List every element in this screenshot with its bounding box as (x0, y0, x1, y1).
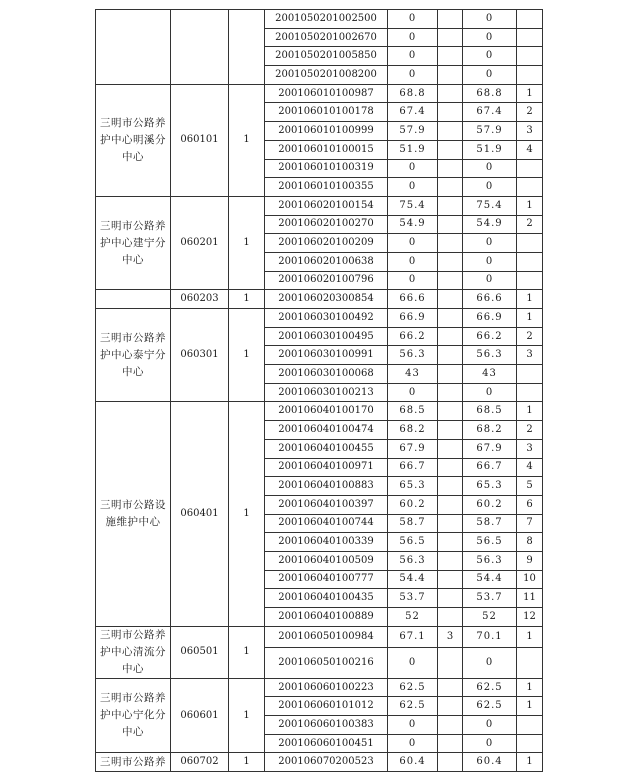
ticket-number-cell: 200106020100638 (265, 252, 388, 271)
bonus-points-cell (438, 327, 463, 346)
hire-count-cell: 1 (229, 753, 265, 772)
written-score-cell: 54.9 (388, 215, 438, 234)
bonus-points-cell (438, 47, 463, 66)
rank-cell: 12 (517, 608, 543, 627)
table-row (96, 309, 543, 328)
hire-count-cell (229, 10, 265, 85)
ticket-number-cell: 200106030100991 (265, 346, 388, 365)
bonus-points-cell (438, 514, 463, 533)
total-score-cell: 75.4 (463, 196, 517, 215)
written-score-cell: 56.3 (388, 551, 438, 570)
rank-cell (517, 365, 543, 384)
ticket-number-cell: 200106040100435 (265, 589, 388, 608)
rank-cell: 4 (517, 458, 543, 477)
ticket-number-cell: 2001050201002670 (265, 28, 388, 47)
ticket-number-cell: 200106070200523 (265, 753, 388, 772)
total-score-cell: 67.9 (463, 439, 517, 458)
ticket-number-cell: 200106060100223 (265, 678, 388, 697)
table-row (96, 10, 543, 29)
total-score-cell: 0 (463, 734, 517, 753)
table-row (96, 626, 543, 647)
total-score-cell: 0 (463, 252, 517, 271)
rank-cell (517, 716, 543, 735)
bonus-points-cell (438, 346, 463, 365)
ticket-number-cell: 200106010100987 (265, 84, 388, 103)
total-score-cell: 67.4 (463, 103, 517, 122)
bonus-points-cell (438, 439, 463, 458)
total-score-cell: 0 (463, 66, 517, 85)
written-score-cell: 68.5 (388, 402, 438, 421)
rank-cell (517, 383, 543, 402)
ticket-number-cell: 200106030100213 (265, 383, 388, 402)
rank-cell (517, 178, 543, 197)
rank-cell (517, 647, 543, 678)
written-score-cell: 0 (388, 383, 438, 402)
rank-cell: 7 (517, 514, 543, 533)
unit-cell: 三明市公路养护中心明溪分中心 (96, 84, 171, 196)
written-score-cell: 54.4 (388, 570, 438, 589)
unit-cell (96, 10, 171, 85)
bonus-points-cell (438, 140, 463, 159)
bonus-points-cell (438, 215, 463, 234)
written-score-cell: 0 (388, 271, 438, 290)
written-score-cell: 51.9 (388, 140, 438, 159)
bonus-points-cell (438, 421, 463, 440)
bonus-points-cell (438, 10, 463, 29)
table-body (96, 10, 543, 772)
table-row (96, 290, 543, 309)
total-score-cell: 52 (463, 608, 517, 627)
ticket-number-cell: 200106040100509 (265, 551, 388, 570)
bonus-points-cell (438, 196, 463, 215)
written-score-cell: 52 (388, 608, 438, 627)
rank-cell (517, 252, 543, 271)
bonus-points-cell (438, 402, 463, 421)
written-score-cell: 62.5 (388, 678, 438, 697)
rank-cell: 11 (517, 589, 543, 608)
ticket-number-cell: 200106040100971 (265, 458, 388, 477)
ticket-number-cell: 200106040100170 (265, 402, 388, 421)
ticket-number-cell: 200106030100068 (265, 365, 388, 384)
written-score-cell: 0 (388, 10, 438, 29)
position-code-cell: 060501 (171, 626, 229, 678)
table-row (96, 678, 543, 697)
rank-cell: 1 (517, 626, 543, 647)
unit-cell (96, 290, 171, 309)
total-score-cell: 0 (463, 10, 517, 29)
bonus-points-cell (438, 309, 463, 328)
bonus-points-cell (438, 122, 463, 141)
bonus-points-cell (438, 551, 463, 570)
written-score-cell: 67.1 (388, 626, 438, 647)
total-score-cell: 53.7 (463, 589, 517, 608)
bonus-points-cell (438, 365, 463, 384)
rank-cell: 6 (517, 495, 543, 514)
position-code-cell: 060203 (171, 290, 229, 309)
bonus-points-cell (438, 290, 463, 309)
total-score-cell: 57.9 (463, 122, 517, 141)
total-score-cell: 0 (463, 47, 517, 66)
ticket-number-cell: 200106050100984 (265, 626, 388, 647)
total-score-cell: 56.5 (463, 533, 517, 552)
written-score-cell: 75.4 (388, 196, 438, 215)
ticket-number-cell: 200106040100474 (265, 421, 388, 440)
total-score-cell: 65.3 (463, 477, 517, 496)
rank-cell: 9 (517, 551, 543, 570)
bonus-points-cell (438, 734, 463, 753)
ticket-number-cell: 2001050201002500 (265, 10, 388, 29)
written-score-cell: 0 (388, 28, 438, 47)
bonus-points-cell (438, 697, 463, 716)
ticket-number-cell: 200106040100455 (265, 439, 388, 458)
ticket-number-cell: 2001050201008200 (265, 66, 388, 85)
written-score-cell: 67.4 (388, 103, 438, 122)
ticket-number-cell: 200106040100777 (265, 570, 388, 589)
written-score-cell: 56.5 (388, 533, 438, 552)
ticket-number-cell: 200106060100383 (265, 716, 388, 735)
total-score-cell: 56.3 (463, 551, 517, 570)
total-score-cell: 66.9 (463, 309, 517, 328)
bonus-points-cell (438, 178, 463, 197)
written-score-cell: 0 (388, 716, 438, 735)
bonus-points-cell (438, 84, 463, 103)
ticket-number-cell: 2001050201005850 (265, 47, 388, 66)
written-score-cell: 0 (388, 647, 438, 678)
written-score-cell: 66.6 (388, 290, 438, 309)
written-score-cell: 66.7 (388, 458, 438, 477)
rank-cell: 10 (517, 570, 543, 589)
bonus-points-cell (438, 28, 463, 47)
written-score-cell: 66.9 (388, 309, 438, 328)
total-score-cell: 54.9 (463, 215, 517, 234)
total-score-cell: 68.2 (463, 421, 517, 440)
written-score-cell: 0 (388, 178, 438, 197)
unit-cell: 三明市公路设施维护中心 (96, 402, 171, 626)
ticket-number-cell: 200106060100451 (265, 734, 388, 753)
ticket-number-cell: 200106060101012 (265, 697, 388, 716)
total-score-cell: 58.7 (463, 514, 517, 533)
position-code-cell: 060101 (171, 84, 229, 196)
total-score-cell: 0 (463, 234, 517, 253)
bonus-points-cell (438, 477, 463, 496)
exam-results-table (95, 9, 543, 772)
written-score-cell: 43 (388, 365, 438, 384)
bonus-points-cell (438, 234, 463, 253)
position-code-cell (171, 10, 229, 85)
total-score-cell: 60.2 (463, 495, 517, 514)
bonus-points-cell (438, 589, 463, 608)
position-code-cell: 060201 (171, 196, 229, 289)
ticket-number-cell: 200106020100270 (265, 215, 388, 234)
position-code-cell: 060401 (171, 402, 229, 626)
written-score-cell: 68.2 (388, 421, 438, 440)
total-score-cell: 62.5 (463, 678, 517, 697)
total-score-cell: 54.4 (463, 570, 517, 589)
hire-count-cell: 1 (229, 309, 265, 402)
rank-cell: 2 (517, 421, 543, 440)
rank-cell: 8 (517, 533, 543, 552)
ticket-number-cell: 200106040100889 (265, 608, 388, 627)
rank-cell (517, 159, 543, 178)
written-score-cell: 57.9 (388, 122, 438, 141)
written-score-cell: 53.7 (388, 589, 438, 608)
ticket-number-cell: 200106010100178 (265, 103, 388, 122)
total-score-cell: 51.9 (463, 140, 517, 159)
ticket-number-cell: 200106020100796 (265, 271, 388, 290)
written-score-cell: 0 (388, 734, 438, 753)
unit-cell: 三明市公路养护中心宁化分中心 (96, 678, 171, 753)
bonus-points-cell (438, 533, 463, 552)
total-score-cell: 70.1 (463, 626, 517, 647)
ticket-number-cell: 200106010100355 (265, 178, 388, 197)
rank-cell: 1 (517, 678, 543, 697)
rank-cell: 4 (517, 140, 543, 159)
ticket-number-cell: 200106040100339 (265, 533, 388, 552)
rank-cell: 2 (517, 215, 543, 234)
position-code-cell: 060601 (171, 678, 229, 753)
ticket-number-cell: 200106020100209 (265, 234, 388, 253)
rank-cell (517, 66, 543, 85)
rank-cell: 1 (517, 697, 543, 716)
rank-cell (517, 10, 543, 29)
bonus-points-cell: 3 (438, 626, 463, 647)
total-score-cell: 66.7 (463, 458, 517, 477)
total-score-cell: 0 (463, 159, 517, 178)
written-score-cell: 0 (388, 234, 438, 253)
rank-cell (517, 47, 543, 66)
written-score-cell: 0 (388, 47, 438, 66)
hire-count-cell: 1 (229, 196, 265, 289)
bonus-points-cell (438, 608, 463, 627)
ticket-number-cell: 200106040100744 (265, 514, 388, 533)
table-row (96, 402, 543, 421)
written-score-cell: 62.5 (388, 697, 438, 716)
ticket-number-cell: 200106010100015 (265, 140, 388, 159)
ticket-number-cell: 200106030100492 (265, 309, 388, 328)
written-score-cell: 65.3 (388, 477, 438, 496)
total-score-cell: 68.5 (463, 402, 517, 421)
bonus-points-cell (438, 647, 463, 678)
hire-count-cell: 1 (229, 678, 265, 753)
rank-cell (517, 234, 543, 253)
written-score-cell: 56.3 (388, 346, 438, 365)
bonus-points-cell (438, 252, 463, 271)
total-score-cell: 66.6 (463, 290, 517, 309)
rank-cell: 1 (517, 753, 543, 772)
total-score-cell: 66.2 (463, 327, 517, 346)
hire-count-cell: 1 (229, 84, 265, 196)
rank-cell: 1 (517, 84, 543, 103)
written-score-cell: 60.2 (388, 495, 438, 514)
written-score-cell: 0 (388, 252, 438, 271)
rank-cell: 3 (517, 346, 543, 365)
ticket-number-cell: 200106010100319 (265, 159, 388, 178)
ticket-number-cell: 200106010100999 (265, 122, 388, 141)
position-code-cell: 060301 (171, 309, 229, 402)
table-row (96, 84, 543, 103)
bonus-points-cell (438, 458, 463, 477)
total-score-cell: 56.3 (463, 346, 517, 365)
bonus-points-cell (438, 753, 463, 772)
written-score-cell: 0 (388, 159, 438, 178)
bonus-points-cell (438, 383, 463, 402)
written-score-cell: 60.4 (388, 753, 438, 772)
ticket-number-cell: 200106050100216 (265, 647, 388, 678)
ticket-number-cell: 200106040100883 (265, 477, 388, 496)
written-score-cell: 0 (388, 66, 438, 85)
total-score-cell: 43 (463, 365, 517, 384)
bonus-points-cell (438, 495, 463, 514)
written-score-cell: 58.7 (388, 514, 438, 533)
position-code-cell: 060702 (171, 753, 229, 772)
unit-cell: 三明市公路养护中心泰宁分中心 (96, 309, 171, 402)
rank-cell (517, 734, 543, 753)
bonus-points-cell (438, 66, 463, 85)
hire-count-cell: 1 (229, 626, 265, 678)
total-score-cell: 0 (463, 271, 517, 290)
written-score-cell: 67.9 (388, 439, 438, 458)
written-score-cell: 68.8 (388, 84, 438, 103)
table-row (96, 196, 543, 215)
unit-cell: 三明市公路养护中心清流分中心 (96, 626, 171, 678)
unit-cell: 三明市公路养护中心建宁分中心 (96, 196, 171, 289)
ticket-number-cell: 200106030100495 (265, 327, 388, 346)
rank-cell (517, 28, 543, 47)
rank-cell (517, 271, 543, 290)
rank-cell: 3 (517, 122, 543, 141)
rank-cell: 1 (517, 402, 543, 421)
total-score-cell: 0 (463, 647, 517, 678)
bonus-points-cell (438, 570, 463, 589)
total-score-cell: 68.8 (463, 84, 517, 103)
bonus-points-cell (438, 271, 463, 290)
rank-cell: 2 (517, 327, 543, 346)
ticket-number-cell: 200106020100154 (265, 196, 388, 215)
total-score-cell: 0 (463, 178, 517, 197)
ticket-number-cell: 200106040100397 (265, 495, 388, 514)
unit-cell: 三明市公路养 (96, 753, 171, 772)
rank-cell: 5 (517, 477, 543, 496)
hire-count-cell: 1 (229, 290, 265, 309)
written-score-cell: 66.2 (388, 327, 438, 346)
bonus-points-cell (438, 103, 463, 122)
total-score-cell: 62.5 (463, 697, 517, 716)
bonus-points-cell (438, 678, 463, 697)
rank-cell: 1 (517, 196, 543, 215)
rank-cell: 1 (517, 309, 543, 328)
rank-cell: 3 (517, 439, 543, 458)
hire-count-cell: 1 (229, 402, 265, 626)
total-score-cell: 0 (463, 716, 517, 735)
total-score-cell: 0 (463, 28, 517, 47)
rank-cell: 2 (517, 103, 543, 122)
total-score-cell: 0 (463, 383, 517, 402)
ticket-number-cell: 200106020300854 (265, 290, 388, 309)
table-row (96, 753, 543, 772)
bonus-points-cell (438, 716, 463, 735)
total-score-cell: 60.4 (463, 753, 517, 772)
rank-cell: 1 (517, 290, 543, 309)
bonus-points-cell (438, 159, 463, 178)
